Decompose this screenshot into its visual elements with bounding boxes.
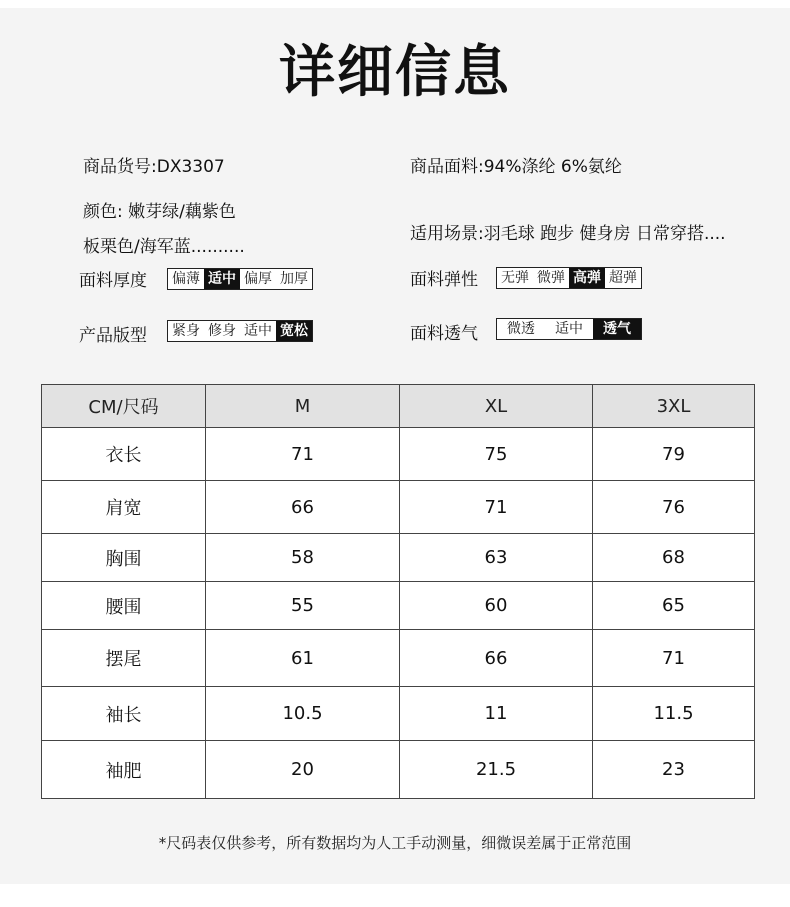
- size-header-3xl: 3XL: [593, 385, 755, 428]
- table-cell: 58: [206, 534, 400, 582]
- breathability-option: 微透: [497, 319, 545, 339]
- table-row: [42, 741, 755, 799]
- measure-name: 胸围: [42, 534, 206, 582]
- elasticity-label: 面料弹性: [410, 270, 478, 290]
- measure-name: 肩宽: [42, 481, 206, 534]
- table-row: [42, 534, 755, 582]
- table-cell: 55: [206, 582, 400, 630]
- thickness-option: 加厚: [276, 269, 312, 289]
- elasticity-option: 微弹: [533, 268, 569, 288]
- table-row: [42, 630, 755, 687]
- size-header-m: M: [206, 385, 400, 428]
- measure-name: 摆尾: [42, 630, 206, 687]
- thickness-options: [167, 268, 313, 290]
- thickness-option: 偏厚: [240, 269, 276, 289]
- fit-label: 产品版型: [79, 326, 147, 346]
- measure-name: 袖肥: [42, 741, 206, 799]
- table-cell: 66: [400, 630, 593, 687]
- breathability-option: 透气: [593, 319, 641, 339]
- fabric-composition: 商品面料:94%涤纶 6%氨纶: [410, 157, 622, 177]
- breathability-options: [496, 318, 642, 340]
- table-cell: 76: [593, 481, 755, 534]
- size-table-header-row: [42, 385, 755, 428]
- table-cell: 79: [593, 428, 755, 481]
- table-cell: 75: [400, 428, 593, 481]
- table-cell: 11.5: [593, 687, 755, 741]
- fit-option: 修身: [204, 321, 240, 341]
- table-row: [42, 481, 755, 534]
- table-cell: 71: [206, 428, 400, 481]
- measure-name: 衣长: [42, 428, 206, 481]
- table-cell: 20: [206, 741, 400, 799]
- table-row: [42, 687, 755, 741]
- size-table: [41, 384, 755, 799]
- table-cell: 71: [400, 481, 593, 534]
- table-cell: 66: [206, 481, 400, 534]
- measure-name: 腰围: [42, 582, 206, 630]
- color-list-line2: 板栗色/海军蓝..........: [83, 237, 245, 257]
- elasticity-options: [496, 267, 642, 289]
- item-number: 商品货号:DX3307: [83, 157, 225, 177]
- page-title: 详细信息: [279, 40, 511, 105]
- table-row: [42, 582, 755, 630]
- thickness-label: 面料厚度: [79, 271, 147, 291]
- thickness-option: 适中: [204, 269, 240, 289]
- fit-option: 紧身: [168, 321, 204, 341]
- fit-options: [167, 320, 313, 342]
- size-header-xl: XL: [400, 385, 593, 428]
- table-cell: 68: [593, 534, 755, 582]
- table-cell: 21.5: [400, 741, 593, 799]
- table-cell: 71: [593, 630, 755, 687]
- elasticity-option: 无弹: [497, 268, 533, 288]
- table-cell: 10.5: [206, 687, 400, 741]
- color-list-line1: 颜色: 嫩芽绿/藕紫色: [83, 202, 236, 222]
- table-cell: 60: [400, 582, 593, 630]
- table-cell: 23: [593, 741, 755, 799]
- table-cell: 11: [400, 687, 593, 741]
- elasticity-option: 超弹: [605, 268, 641, 288]
- usage-scenes: 适用场景:羽毛球 跑步 健身房 日常穿搭....: [410, 224, 726, 244]
- breathability-label: 面料透气: [410, 324, 478, 344]
- fit-option: 宽松: [276, 321, 312, 341]
- table-row: [42, 428, 755, 481]
- measure-name: 袖长: [42, 687, 206, 741]
- fit-option: 适中: [240, 321, 276, 341]
- table-cell: 63: [400, 534, 593, 582]
- thickness-option: 偏薄: [168, 269, 204, 289]
- size-disclaimer: *尺码表仅供参考，所有数据均为人工手动测量，细微误差属于正常范围: [158, 834, 632, 852]
- size-header-label: CM/尺码: [42, 385, 206, 428]
- breathability-option: 适中: [545, 319, 593, 339]
- table-cell: 61: [206, 630, 400, 687]
- elasticity-option: 高弹: [569, 268, 605, 288]
- table-cell: 65: [593, 582, 755, 630]
